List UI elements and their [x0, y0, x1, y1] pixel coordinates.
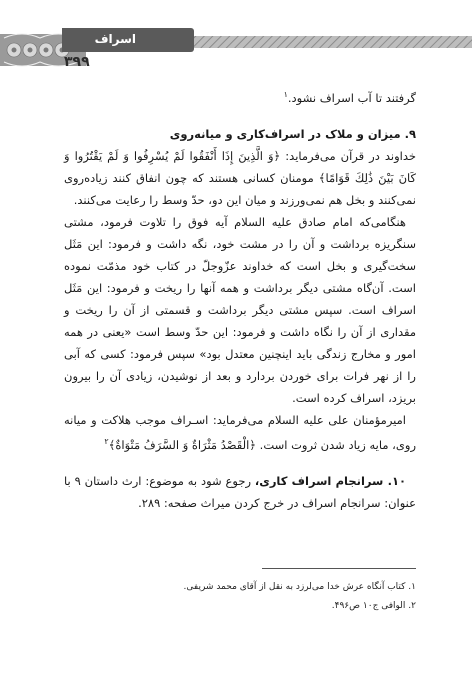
paragraph: امیرمؤمنان علی علیه السلام می‌فرماید: اسـراف موجب هلاکت و میانه روی، مایه زیاد شدن ثروت است. ﴿الْقَصْدُ مَثْرَاةٌ وَ السَّرَفُ مَتْوَاةٌ﴾$^۲$: [64, 412, 416, 452]
footnote: ۱. کتاب آنگاه عرش خدا می‌لرزد به نقل از آقای محمد شریفی.: [183, 582, 416, 592]
running-header: [62, 28, 194, 52]
footnote: ۲. الوافی ج۱۰ ص۴۹۶.: [331, 601, 416, 611]
footnote-ref: ۱: [283, 90, 288, 99]
paragraph: گرفتند تا آب اسراف نشود.$^۱$: [283, 90, 416, 105]
footnote-ref: ۲: [104, 436, 109, 446]
footnotes: [64, 578, 416, 616]
paragraph: ۱۰. سرانجام اسراف کاری، رجوع شود به موضوع: ارث داستان ۹ با عنوان: سرانجام اسراف در خرج کردن میراث صفحه: ۲۸۹.: [64, 473, 416, 510]
page-body: [64, 84, 416, 514]
section-heading: ۱۰. سرانجام اسراف کاری،: [254, 473, 406, 488]
running-title: اسراف: [94, 32, 136, 46]
hadith-quote: ﴿الْقَصْدُ مَثْرَاةٌ وَ السَّرَفُ مَتْوَاةٌ﴾: [108, 437, 257, 452]
section-heading: ۹. میزان و ملاک در اسراف‌کاری و میانه‌روی: [169, 126, 416, 141]
footnote-divider: [262, 568, 416, 569]
paragraph: خداوند در قرآن می‌فرماید: ﴿وَ الَّذِينَ إِذَا أَنْفَقُوا لَمْ يُسْرِفُوا وَ لَمْ يَقْتُرُوا وَ كَانَ بَيْنَ ذَٰلِكَ قَوَامًا﴾ مومنان کسانی هستند که چون انفاق کنند زیاده‌روی نمی‌کنند و بخل هم نمی‌ورزند و میان این دو، حدّ وسط را رعایت می‌کنند.: [64, 148, 416, 207]
page-number: ۳۹۹: [64, 54, 90, 70]
quran-quote: ﴿وَ الَّذِينَ إِذَا أَنْفَقُوا لَمْ يُسْرِفُوا وَ لَمْ يَقْتُرُوا وَ كَانَ بَيْنَ ذَٰلِكَ قَوَامًا﴾: [64, 148, 416, 185]
paragraph: هنگامی‌که امام صادق علیه السلام آیه فوق را تلاوت فرمود، مشتی سنگریزه برداشت و آن را در مشت خود، نگه داشت و فرمود: این مَثَل سخت‌گیری و بخل است که خداوند عزّوجلّ در کتاب خود مذمّت نموده است. آن‌گاه مشتی دیگر برداشت و همه آنها را ریخت و فرمود: این مَثَل اسراف است. سپس مشتی دیگر برداشت و قسمتی از آن را ریخت و مقداری از آن را نگاه داشت و فرمود: این حدّ وسط است «یعنی در همه امور و مخارج زندگی باید اینچنین معتدل بود» سپس فرمود: کسی که آبی را از نهر فرات برای خوردن بردارد و بعد از نوشیدن، زیادی آن را بیرون بریزد، اسراف کرده است.: [64, 214, 416, 405]
